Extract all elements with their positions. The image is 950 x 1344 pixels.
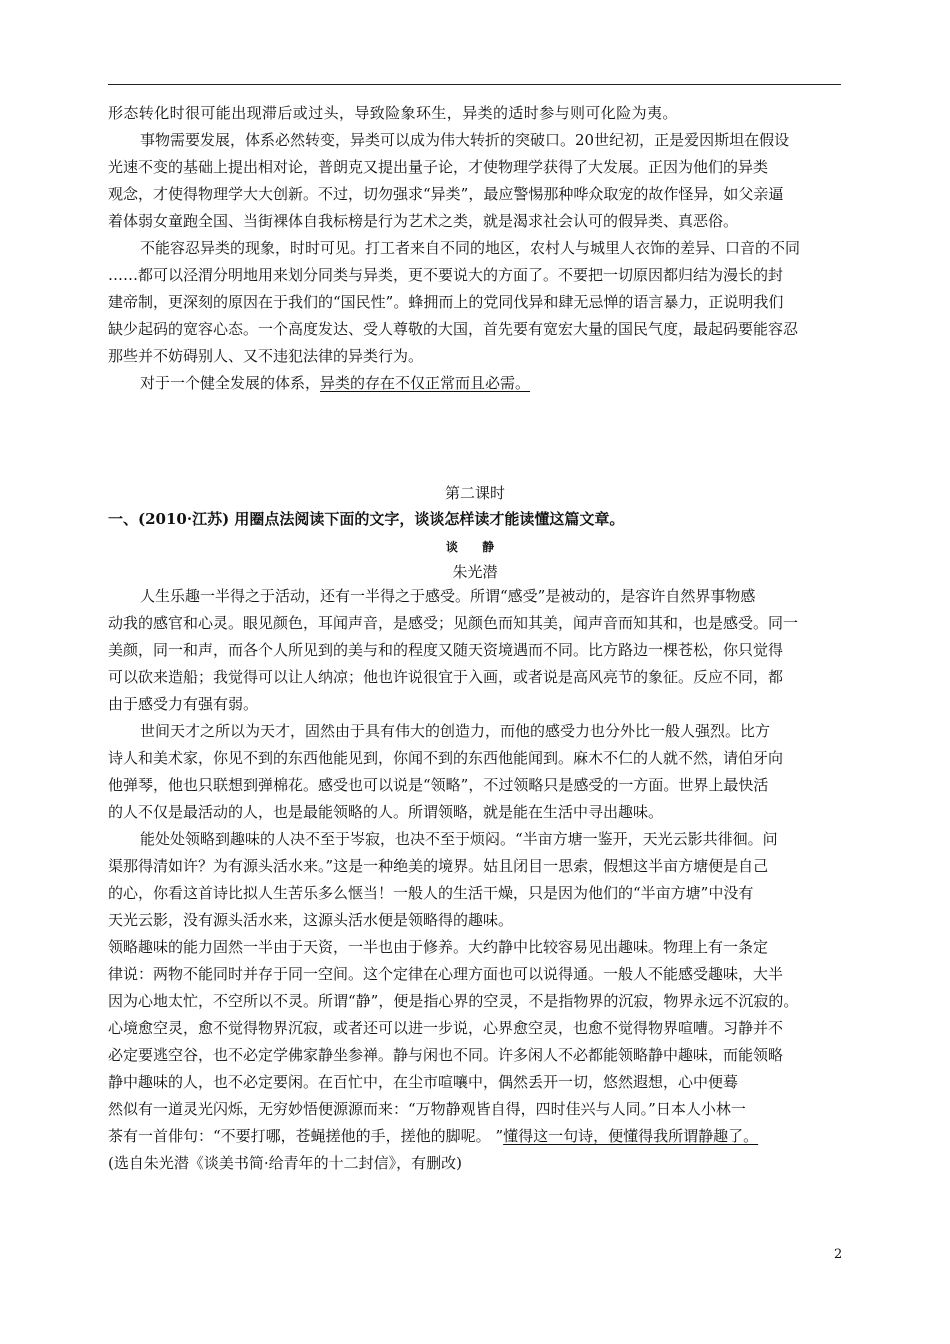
paragraph-line: ……都可以泾渭分明地用来划分同类与异类，更不要说大的方面了。不要把一切原因都归结为漫长的封: [108, 266, 784, 284]
paragraph-line: 观念，才使得物理学大大创新。不过，切勿强求“异类”，最应警惕那种哗众取宠的故作怪异，如父亲逼: [108, 185, 784, 203]
article-line: 可以砍来造船；我觉得可以让人纳凉；他也许说很宜于入画，或者说是高风亮节的象征。反应不同，都: [108, 668, 784, 686]
article-title: 谈 静: [445, 540, 505, 554]
article-source: (选自朱光潜《谈美书简·给青年的十二封信》，有删改): [108, 1154, 462, 1172]
concluding-prefix: 对于一个健全发展的体系，: [140, 374, 321, 392]
paragraph-line: 那些并不妨碍别人、又不违犯法律的异类行为。: [108, 347, 424, 365]
article-author: 朱光潜: [452, 563, 498, 581]
page-number: 2: [834, 1247, 843, 1262]
article-line: 他弹琴，他也只联想到弹棉花。感受也可以说是“领略”，不过领略只是感受的一方面。世界上最快活: [108, 776, 769, 794]
paragraph-line: 着体弱女童跑全国、当街裸体自我标榜是行为艺术之类，就是渴求社会认可的假异类、真恶俗。: [108, 212, 739, 230]
article-line: 领略趣味的能力固然一半由于天资，一半也由于修养。大约静中比较容易见出趣味。物理上有一条定: [108, 938, 769, 956]
article-line: 动我的感官和心灵。眼见颜色，耳闻声音，是感受；见颜色而知其美，闻声音而知其和，也是感受。同一: [108, 614, 799, 632]
paragraph-line: 建帝制，更深刻的原因在于我们的“国民性”。蜂拥而上的党同伐异和肆无忌惮的语言暴力，正说明我们: [108, 293, 784, 311]
article-line: 的人不仅是最活动的人，也是最能领略的人。所谓领略，就是能在生活中寻出趣味。: [108, 803, 664, 821]
article-line: 必定要逃空谷，也不必定学佛家静坐参禅。静与闲也不同。许多闲人不必都能领略静中趣味，而能领略: [108, 1046, 784, 1064]
article-line: 的心，你看这首诗比拟人生苦乐多么惬当！一般人的生活干燥，只是因为他们的“半亩方塘”中没有: [108, 884, 754, 902]
article-line: 世间天才之所以为天才，固然由于具有伟大的创造力，而他的感受力也分外比一般人强烈。比方: [140, 722, 771, 740]
article-line: 由于感受力有强有弱。: [108, 695, 259, 713]
concluding-line: [140, 373, 530, 393]
article-line: 因为心地太忙，不空所以不灵。所谓“静”，便是指心界的空灵，不是指物界的沉寂，物界永远不沉寂的。: [108, 992, 799, 1010]
article-last-line: [108, 1126, 758, 1146]
article-line: 诗人和美术家，你见不到的东西他能见到，你闻不到的东西他能闻到。麻木不仁的人就不然，请伯牙向: [108, 749, 784, 767]
paragraph-line: 不能容忍异类的现象，时时可见。打工者来自不同的地区，农村人与城里人衣饰的差异、口音的不同: [140, 239, 801, 257]
article-line: 渠那得清如许？为有源头活水来。”这是一种绝美的境界。姑且闭目一思索，假想这半亩方塘便是自己: [108, 857, 769, 875]
paragraph-line: 光速不变的基础上提出相对论，普朗克又提出量子论，才使物理学获得了大发展。正因为他们的异类: [108, 158, 769, 176]
article-line: 然似有一道灵光闪烁，无穷妙悟便源源而来：“万物静观皆自得，四时佳兴与人同。”日本人小林一: [108, 1100, 746, 1118]
article-line: 律说：两物不能同时并存于同一空间。这个定律在心理方面也可以说得通。一般人不能感受趣味，大半: [108, 965, 784, 983]
header-rule: [108, 84, 841, 85]
article-last-prefix: 茶有一首俳句：“不要打哪，苍蝇搓他的手，搓他的脚呢。 ”: [108, 1127, 504, 1145]
article-line: 静中趣味的人，也不必定要闲。在百忙中，在尘市喧嚷中，偶然丢开一切，悠然遐想，心中便蓦: [108, 1073, 739, 1091]
article-line: 美颜，同一和声，而各个人所见到的美与和的程度又随天资境遇而不同。比方路边一棵苍松，你只觉得: [108, 641, 784, 659]
paragraph-line: 缺少起码的宽容心态。一个高度发达、受人尊敬的大国，首先要有宽宏大量的国民气度，最起码要能容忍: [108, 320, 799, 338]
question-heading: 一、(2010·江苏) 用圈点法阅读下面的文字，谈谈怎样读才能读懂这篇文章。: [108, 510, 625, 528]
underlined-sentence: 懂得这一句诗，便懂得我所谓静趣了。: [503, 1127, 759, 1145]
article-line: 能处处领略到趣味的人决不至于岑寂，也决不至于烦闷。“半亩方塘一鉴开，天光云影共徘徊。问: [140, 830, 778, 848]
paragraph-line: 形态转化时很可能出现滞后或过头，导致险象环生，异类的适时参与则可化险为夷。: [108, 104, 678, 122]
article-line: 天光云影，没有源头活水来，这源头活水便是领略得的趣味。: [108, 911, 514, 929]
article-line: 人生乐趣一半得之于活动，还有一半得之于感受。所谓“感受”是被动的，是容许自然界事物感: [140, 587, 756, 605]
article-line: 心境愈空灵，愈不觉得物界沉寂，或者还可以进一步说，心界愈空灵，也愈不觉得物界喧嘈。习静并不: [108, 1019, 784, 1037]
underlined-conclusion: 异类的存在不仅正常而且必需。: [320, 374, 531, 392]
paragraph-line: 事物需要发展，体系必然转变，异类可以成为伟大转折的突破口。20世纪初，正是爱因斯坦在假设: [140, 131, 790, 149]
lesson-title: 第二课时: [444, 484, 505, 502]
